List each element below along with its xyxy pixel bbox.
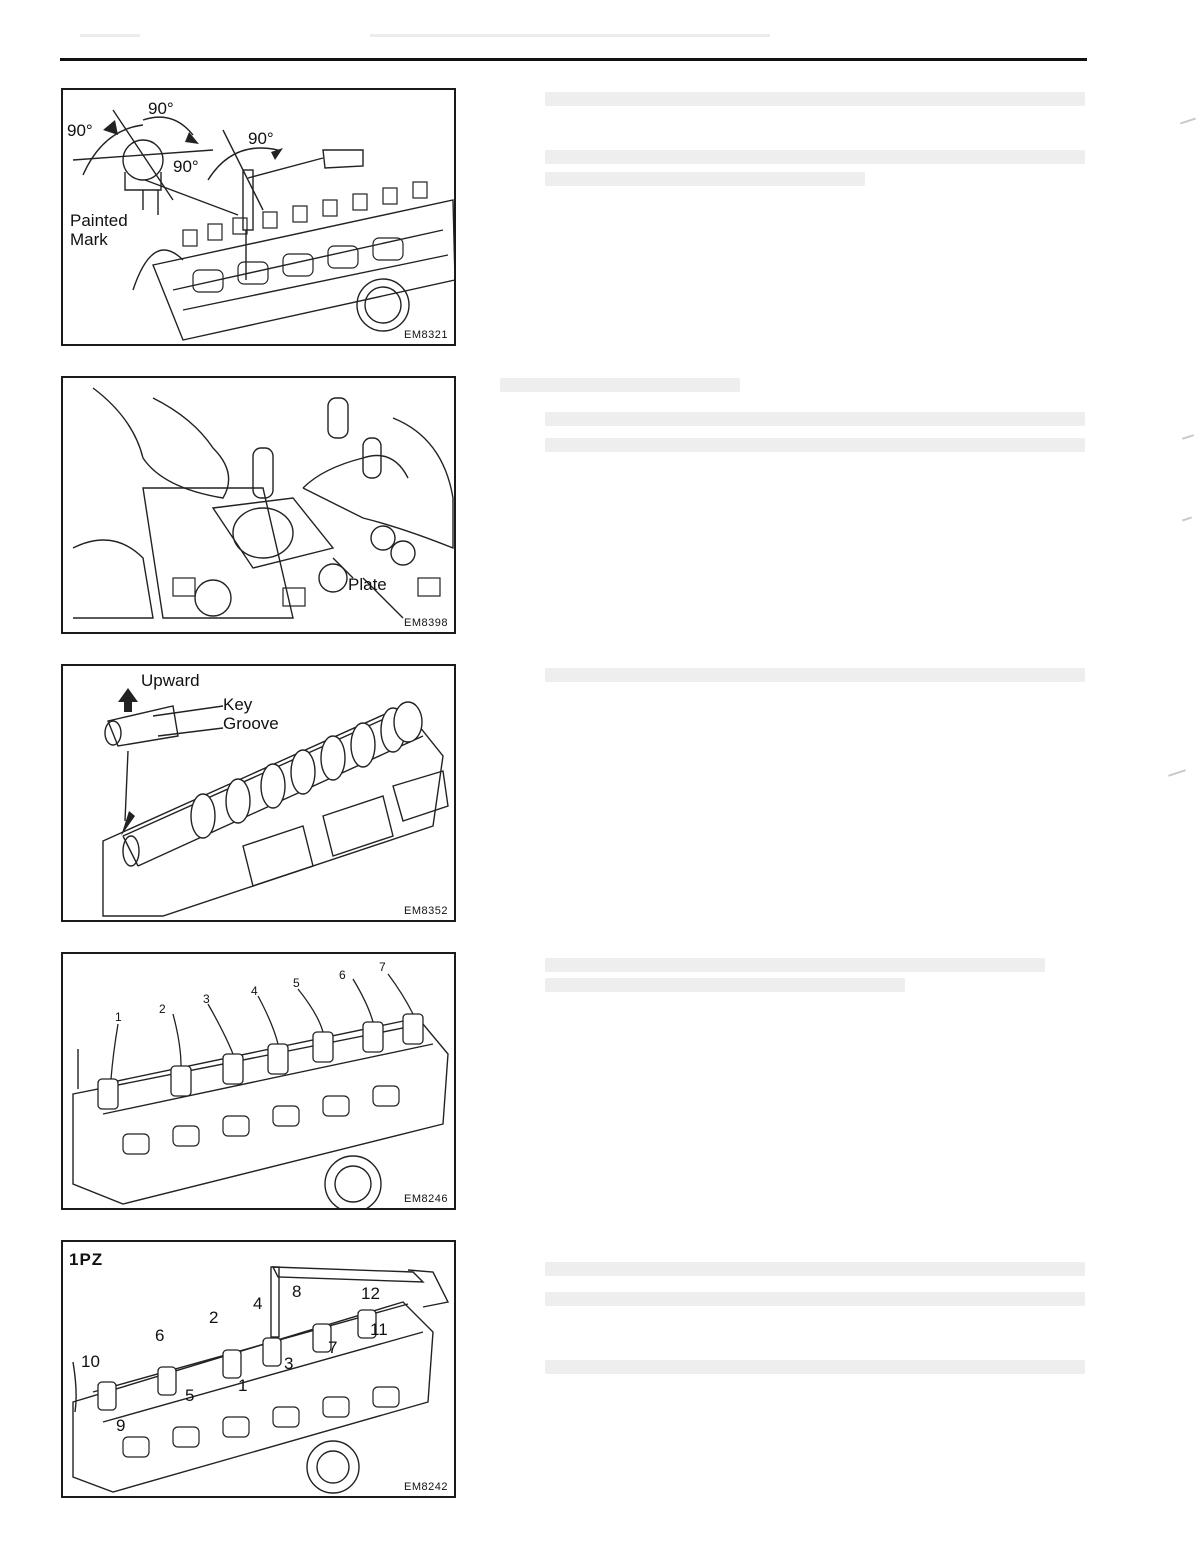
key-groove-label: Key Groove: [223, 695, 279, 733]
faded-text-line: [545, 1262, 1085, 1276]
cap-number: 3: [203, 992, 210, 1006]
faded-header-text: [370, 34, 770, 37]
cap-number: 1: [115, 1010, 122, 1024]
cap-number: 5: [293, 976, 300, 990]
painted-mark-label: Painted Mark: [70, 211, 128, 249]
scan-mark: [1168, 769, 1186, 776]
figure-code: EM8321: [404, 329, 448, 341]
figure-title: 1PZ: [69, 1250, 104, 1269]
header-rule: [60, 58, 1087, 61]
bearing-cap-order-illustration: [63, 954, 456, 1210]
angle-label: 90°: [248, 129, 274, 148]
cap-number: 4: [251, 984, 258, 998]
sequence-number: 6: [155, 1326, 165, 1345]
sequence-number: 2: [209, 1308, 219, 1327]
angle-label: 90°: [173, 157, 199, 176]
faded-text-line: [545, 978, 905, 992]
faded-text-line: [545, 1360, 1085, 1374]
faded-text-line: [545, 958, 1045, 972]
figure-code: EM8398: [404, 617, 448, 629]
figure-em8321: [61, 88, 456, 346]
faded-text-line: [545, 1292, 1085, 1306]
scan-mark: [1182, 517, 1192, 522]
cap-number: 7: [379, 960, 386, 974]
sequence-number: 7: [328, 1338, 338, 1357]
figure-code: EM8246: [404, 1193, 448, 1205]
sequence-number: 4: [253, 1294, 263, 1313]
scan-mark: [1180, 118, 1196, 125]
figure-em8398: [61, 376, 456, 634]
cap-number: 6: [339, 968, 346, 982]
faded-text-line: [545, 412, 1085, 426]
angle-label: 90°: [148, 99, 174, 118]
figure-em8246: [61, 952, 456, 1210]
sequence-number: 3: [284, 1354, 294, 1373]
faded-text-line: [545, 668, 1085, 682]
figure-code: EM8242: [404, 1481, 448, 1493]
sequence-number: 9: [116, 1416, 126, 1435]
faded-text-line: [545, 92, 1085, 106]
figure-code: EM8352: [404, 905, 448, 917]
sequence-number: 8: [292, 1282, 302, 1301]
figure-em8242: [61, 1240, 456, 1498]
sequence-number: 1: [238, 1376, 248, 1395]
bolt-tightening-sequence-illustration: [63, 1242, 456, 1498]
plate-label: Plate: [348, 575, 387, 594]
faded-text-line: [545, 172, 865, 186]
cap-number: 2: [159, 1002, 166, 1016]
angle-label: 90°: [67, 121, 93, 140]
scan-mark: [1182, 434, 1194, 440]
upward-label: Upward: [141, 671, 200, 690]
sequence-number: 11: [370, 1320, 388, 1339]
sequence-number: 12: [361, 1284, 380, 1303]
faded-text-line: [545, 150, 1085, 164]
faded-text-line: [545, 438, 1085, 452]
sequence-number: 10: [81, 1352, 100, 1371]
figure-em8352: [61, 664, 456, 922]
plate-removal-illustration: [63, 378, 456, 634]
sequence-number: 5: [185, 1386, 195, 1405]
faded-text-line: [500, 378, 740, 392]
faded-header-text: [80, 34, 140, 37]
